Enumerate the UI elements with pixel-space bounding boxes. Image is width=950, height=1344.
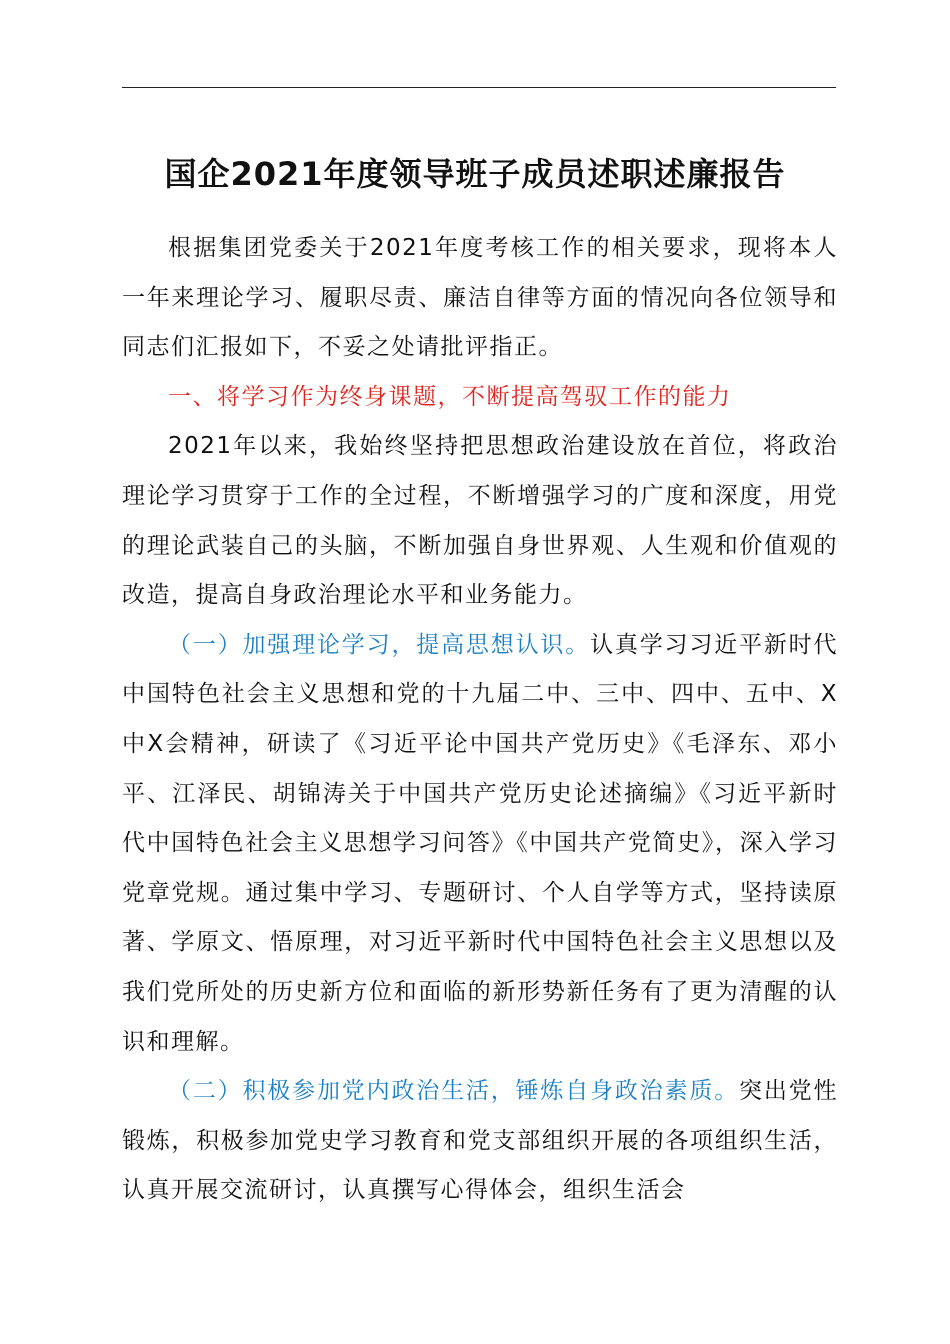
subsection-1-text: 认真学习习近平新时代中国特色社会主义思想和党的十九届二中、三中、四中、五中、X中X会精神，研读了《习近平论中国共产党历史》《毛泽东、邓小平、江泽民、胡锦涛关于中国共产党历史论述摘编》《习近平新时代中国特色社会主义思想学习问答》《中国共产党简史》，深入学习党章党规。通过集中学习、专题研讨、个人自学等方式，坚持读原著、学原文、悟原理，对习近平新时代中国特色社会主义思想以及我们党所处的历史新方位和面临的新形势新任务有了更为清醒的认识和理解。 <box>122 631 839 1055</box>
document-title: 国企2021年度领导班子成员述职述廉报告 <box>164 155 786 193</box>
intro-paragraph: 根据集团党委关于2021年度考核工作的相关要求，现将本人一年来理论学习、履职尽责、廉洁自律等方面的情况向各位领导和同志们汇报如下，不妥之处请批评指正。 <box>122 235 838 361</box>
document-body <box>122 224 838 1216</box>
subsection-heading-1: （一）加强理论学习，提高思想认识。 <box>168 631 591 658</box>
subsection-heading-2: （二）积极参加党内政治生活，锤炼自身政治素质。 <box>168 1078 740 1105</box>
subsection-1-paragraph <box>122 621 838 1067</box>
subsection-2-paragraph <box>122 1067 838 1216</box>
section-1-paragraph: 2021年以来，我始终坚持把思想政治建设放在首位，将政治理论学习贯穿于工作的全过程，不断增强学习的广度和深度，用党的理论武装自己的头脑，不断加强自身世界观、人生观和价值观的改造，提高自身政治理论水平和业务能力。 <box>122 433 838 609</box>
subsection-2-text: 突出党性锻炼，积极参加党史学习教育和党支部组织开展的各项组织生活，认真开展交流研讨，认真撰写心得体会，组织生活会 <box>122 1078 839 1204</box>
section-heading-1: 一、将学习作为终身课题，不断提高驾驭工作的能力 <box>168 383 732 410</box>
header-rule <box>122 87 836 88</box>
